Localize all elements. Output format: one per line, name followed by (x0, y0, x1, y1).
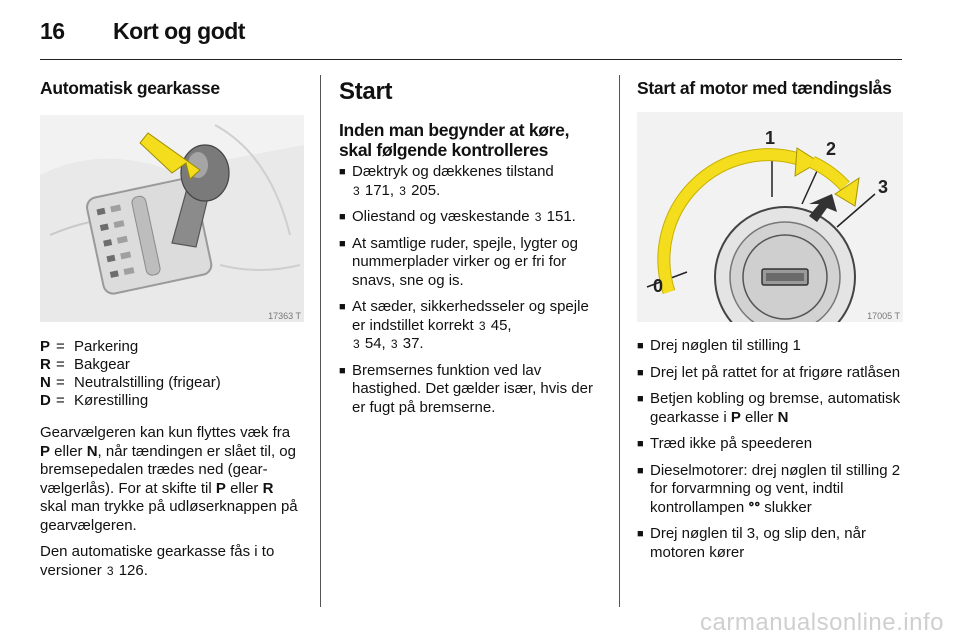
definition-row (40, 356, 304, 374)
gear-selector-figure (40, 115, 304, 322)
list-item: ■ Betjen kobling og bremse, automatisk gearkasse i P eller N (637, 390, 903, 427)
page-header (40, 18, 245, 45)
definition-row (40, 338, 304, 356)
page-ref-icon: 3 (353, 183, 360, 198)
def-eq: = (56, 356, 65, 373)
definition-row (40, 374, 304, 392)
def-key: N (40, 374, 51, 391)
dial-label-0: 0 (653, 276, 664, 296)
column-ignition (637, 78, 903, 570)
glow-plug-icon: ᐤᐤ (748, 498, 761, 516)
def-eq: = (56, 338, 65, 355)
dial-label-2: 2 (826, 139, 837, 159)
ignition-steps (637, 337, 903, 562)
page-ref-icon: 3 (399, 183, 406, 198)
list-item: ■ Drej nøglen til stilling 1 (637, 337, 903, 356)
ignition-switch-figure (637, 112, 903, 322)
page-ref-icon: 3 (106, 563, 114, 578)
def-value: Kørestilling (74, 392, 149, 409)
page-ref-icon: 3 (534, 210, 542, 224)
list-item: ■ Bremsernes funktion ved lav hastighed. Det gælder især, hvis der er fugt på bremserne. (339, 362, 601, 418)
list-item: ■ Oliestand og væskestande 3 151. (339, 208, 601, 227)
column-start (339, 78, 601, 425)
def-key: D (40, 392, 51, 409)
page-number: 16 (40, 18, 65, 44)
section-heading: Start af motor med tændingslås (637, 78, 892, 98)
def-value: Bakgear (74, 356, 130, 373)
page-ref-icon: 3 (353, 337, 360, 351)
list-item: ■ Dæktryk og dækkenes tilstand 3 171, 3 205. (339, 163, 601, 200)
watermark: carmanualsonline.info (700, 609, 944, 636)
header-rule (40, 59, 902, 60)
page-ref-icon: 3 (478, 318, 486, 333)
list-item: ■ At samtlige ruder, spejle, lygter og nummerplader virker og er fri for snavs, sne og is. (339, 235, 601, 291)
def-value: Parkering (74, 338, 139, 355)
column-divider-2 (619, 75, 620, 607)
definition-row (40, 392, 304, 410)
section-heading: Start (339, 78, 393, 105)
dial-label-3: 3 (878, 177, 889, 197)
def-eq: = (56, 392, 65, 409)
def-value: Neutralstilling (frigear) (74, 374, 221, 391)
page-title: Kort og godt (113, 18, 245, 44)
versions-paragraph: Den automatiske gearkasse fås i to versioner 3 126. (40, 543, 275, 579)
def-key: P (40, 338, 51, 355)
def-eq: = (56, 374, 65, 391)
list-item: ■ Dieselmotorer: drej nøglen til stilling 2 for forvarmning og vent, indtil kontrollampen ᐤᐤ slukker (637, 462, 903, 518)
list-item: ■ Drej let på rattet for at frigøre ratlåsen (637, 364, 903, 383)
gear-definitions (40, 338, 304, 410)
figure-id: 17005 T (867, 311, 900, 321)
checklist (339, 163, 601, 417)
figure-id: 17363 T (268, 311, 301, 321)
dial-label-1: 1 (765, 128, 776, 148)
page-ref-icon: 3 (390, 337, 398, 351)
column-automatic-gearbox (40, 78, 304, 580)
def-key: R (40, 356, 51, 373)
gear-selector-paragraph: Gearvælgeren kan kun flyttes væk fra P eller N, når tændingen er slået til, og bremsepedalen trædes ned (gearvælgerlås). For at skifte til P eller R skal man trykke på udløserknappen på gearvælgeren. (40, 424, 298, 534)
subheading: Inden man begynder at køre, skal følgende kontrolleres (339, 120, 570, 160)
list-item: ■ Træd ikke på speederen (637, 435, 903, 454)
column-divider-1 (320, 75, 321, 607)
list-item: ■ At sæder, sikkerhedsseler og spejle er indstillet korrekt 3 45, 3 54, 3 37. (339, 298, 601, 354)
list-item: ■ Drej nøglen til 3, og slip den, når motoren kører (637, 525, 903, 562)
section-heading: Automatisk gearkasse (40, 78, 220, 98)
